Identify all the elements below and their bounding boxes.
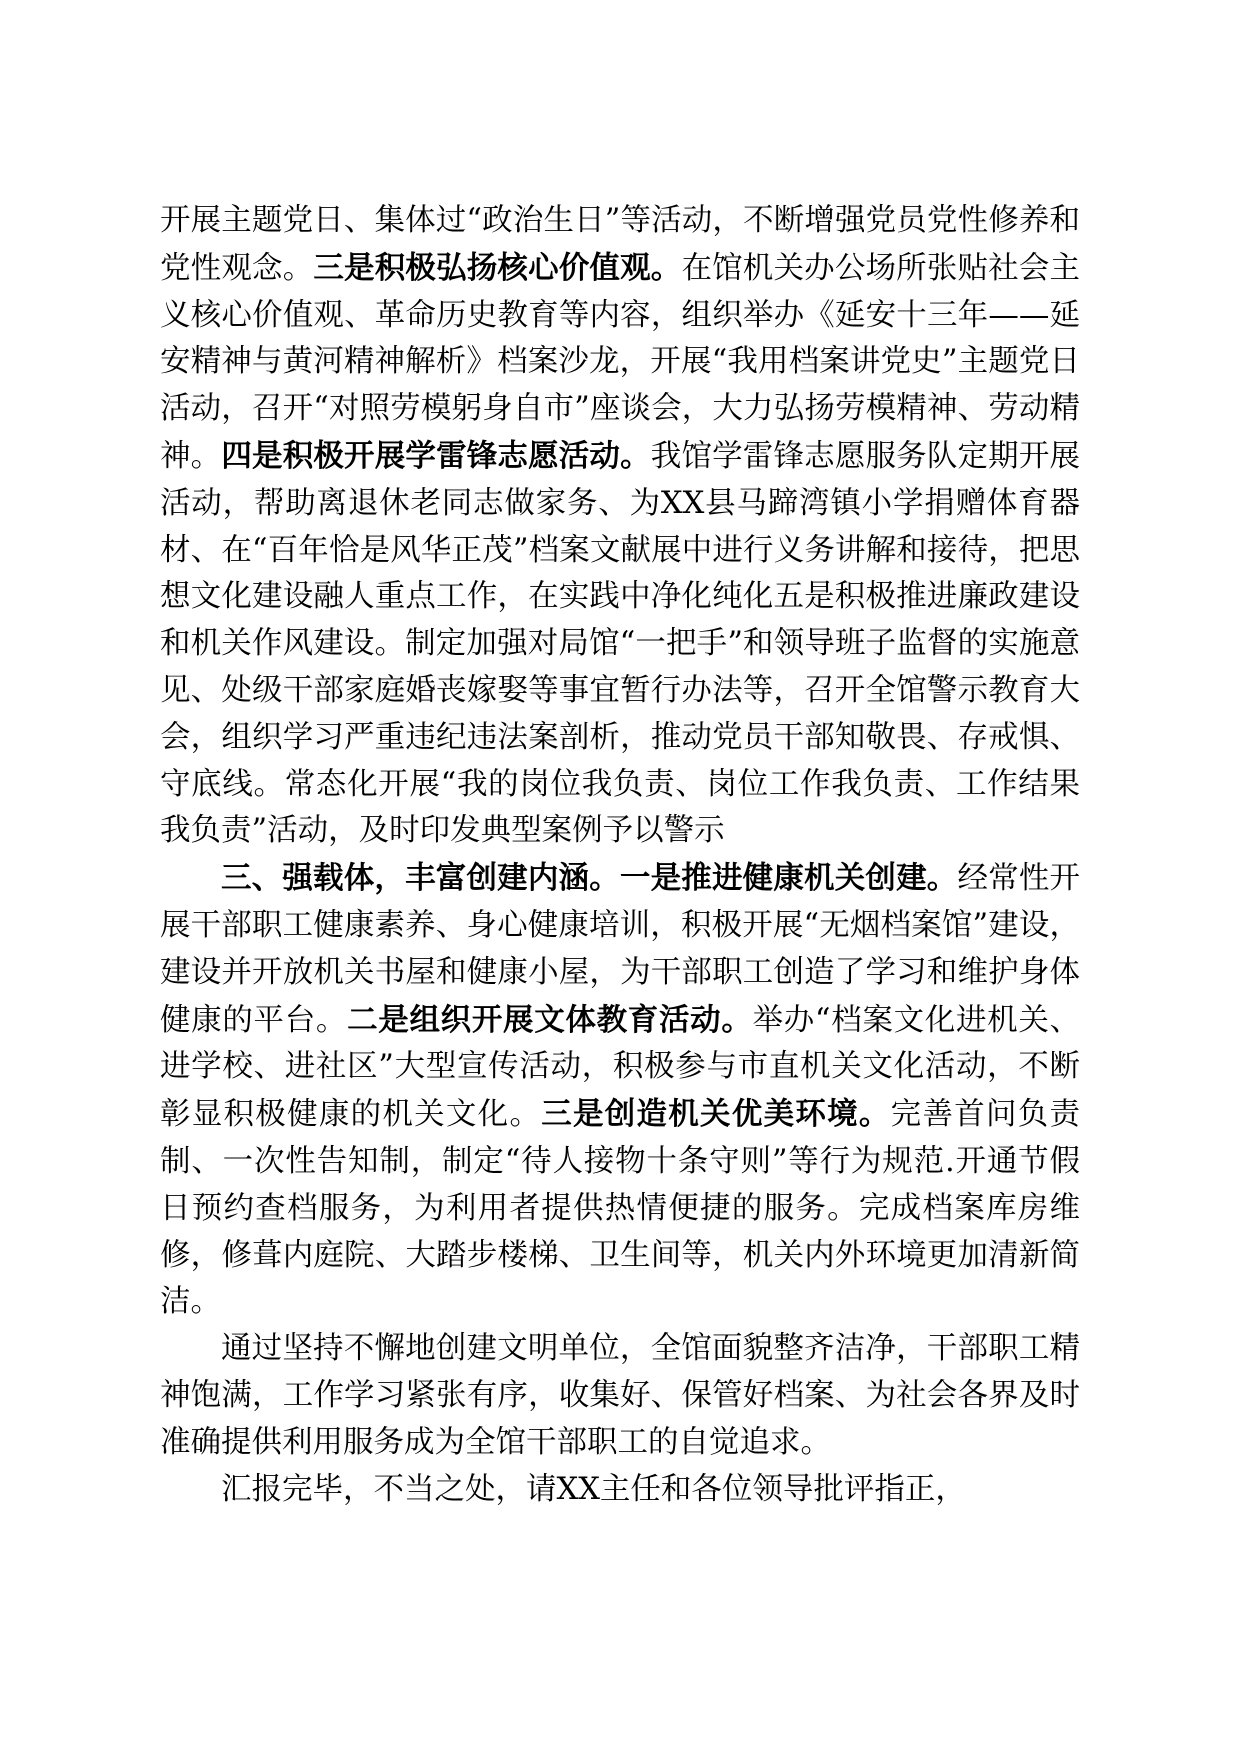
document-page: [160, 198, 1080, 1513]
heading-run-culture-sports: 二是组织开展文体教育活动。: [347, 1001, 753, 1038]
text-run: 经常性开展干部职工健康素养、身心健康培训，积极开展“无烟档案馆”建设，建设并开放机关书屋和健康小屋，为干部职工创造了学习和维护身体健康的平台。: [160, 861, 1081, 1038]
text-run: 开展主题党日、集体过“政治生日”等活动，不断增强党员党性修养和党性观念。: [160, 203, 1080, 286]
paragraph-party-activities: [160, 198, 1080, 855]
heading-run-core-values: 三是积极弘扬核心价值观。: [313, 249, 682, 286]
heading-run-environment: 三是创造机关优美环境。: [541, 1096, 891, 1133]
text-run: 举办“档案文化进机关、进学校、进社区”大型宣传活动，积极参与市直机关文化活动，不断彰显积极健康的机关文化。: [160, 1002, 1081, 1133]
heading-run-section-three: 三、强载体，丰富创建内涵。一是推进健康机关创建。: [221, 860, 958, 897]
text-run: 完善首问负责制、一次性告知制，制定“待人接物十条守则”等行为规范.开通节假日预约查档服务，为利用者提供热情便捷的服务。完成档案库房维修，修葺内庭院、大踏步楼梯、卫生间等，机关内外环境更加清新简洁。: [160, 1097, 1081, 1320]
text-run: 通过坚持不懈地创建文明单位，全馆面貌整齐洁净，干部职工精神饱满，工作学习紧张有序，收集好、保管好档案、为社会各界及时准确提供利用服务成为全馆干部职工的自觉追求。: [160, 1331, 1080, 1460]
heading-run-lei-feng: 四是积极开展学雷锋志愿活动。: [221, 437, 651, 474]
paragraph-closing: [160, 1467, 1080, 1514]
paragraph-section-three: [160, 855, 1080, 1326]
paragraph-summary: [160, 1326, 1080, 1466]
text-run: 汇报完毕，不当之处，请XX主任和各位领导批评指正，: [221, 1471, 966, 1507]
text-run: 在馆机关办公场所张贴社会主义核心价值观、革命历史教育等内容，组织举办《延安十三年——延安精神与黄河精神解析》档案沙龙，开展“我用档案讲党史”主题党日活动，召开“对照劳模躬身自市”座谈会，大力弘扬劳模精神、劳动精神。: [160, 250, 1081, 474]
text-run: 我馆学雷锋志愿服务队定期开展活动，帮助离退休老同志做家务、为XX县马蹄湾镇小学捐赠体育器材、在“百年恰是风华正茂”档案文献展中进行义务讲解和接待，把思想文化建设融人重点工作，在实践中净化纯化五是积极推进廉政建设和机关作风建设。制定加强对局馆“一把手”和领导班子监督的实施意见、处级干部家庭婚丧嫁娶等事宜暂行办法等，召开全馆警示教育大会，组织学习严重违纪违法案剖析，推动党员干部知敬畏、存戒惧、守底线。常态化开展“我的岗位我负责、岗位工作我负责、工作结果我负责”活动，及时印发典型案例予以警示: [160, 438, 1081, 849]
